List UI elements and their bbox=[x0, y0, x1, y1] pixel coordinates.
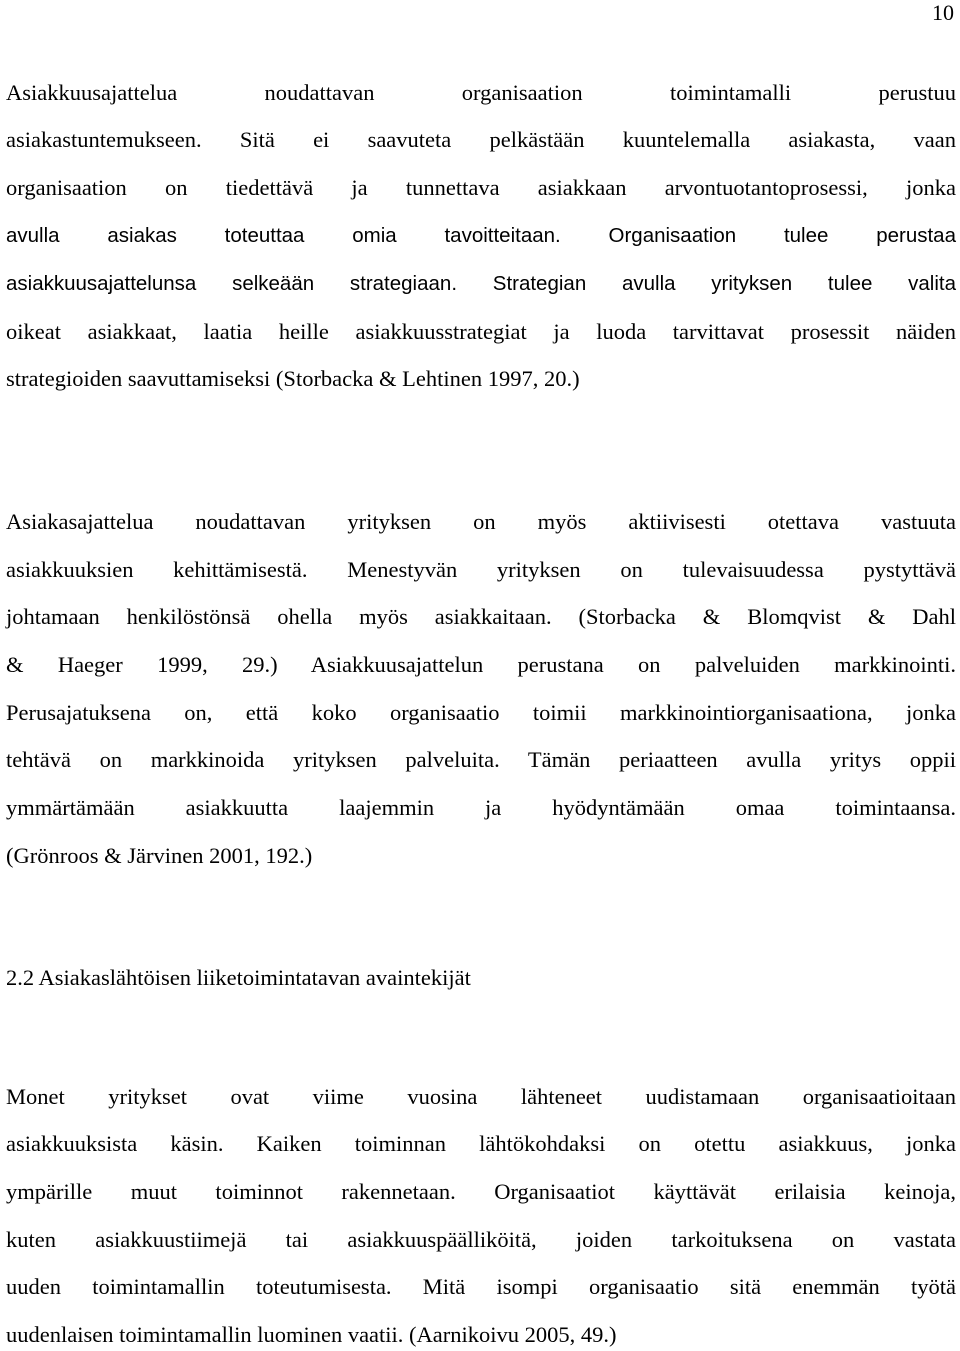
section-heading: 2.2 Asiakaslähtöisen liiketoimintatavan avaintekijät bbox=[6, 965, 471, 990]
paragraph-line: (Grönroos & Järvinen 2001, 192.) bbox=[6, 843, 313, 868]
paragraph-line: Asiakkuusajattelua noudattavan organisaation toimintamalli perustuu bbox=[6, 80, 956, 105]
page-number: 10 bbox=[932, 0, 954, 25]
paragraph-line: ympärille muut toiminnot rakennetaan. Organisaatiot käyttävät erilaisia keinoja, bbox=[6, 1179, 956, 1204]
paragraph-line: asiakkuuksista käsin. Kaiken toiminnan lähtökohdaksi on otettu asiakkuus, jonka bbox=[6, 1131, 956, 1156]
paragraph-line: avulla asiakas toteuttaa omia tavoitteitaan. Organisaation tulee perustaa bbox=[6, 224, 956, 247]
paragraph-line: ymmärtämään asiakkuutta laajemmin ja hyödyntämään omaa toimintaansa. bbox=[6, 795, 956, 820]
paragraph-line: strategioiden saavuttamiseksi (Storbacka & Lehtinen 1997, 20.) bbox=[6, 366, 580, 391]
paragraph-line: tehtävä on markkinoida yrityksen palveluita. Tämän periaatteen avulla yritys oppii bbox=[6, 747, 956, 772]
paragraph-line: asiakkuuksien kehittämisestä. Menestyvän yrityksen on tulevaisuudessa pystyttävä bbox=[6, 557, 956, 582]
paragraph-line: Perusajatuksena on, että koko organisaatio toimii markkinointiorganisaationa, jonka bbox=[6, 700, 956, 725]
paragraph-line: Monet yritykset ovat viime vuosina lähteneet uudistamaan organisaatioitaan bbox=[6, 1084, 956, 1109]
paragraph-line: oikeat asiakkaat, laatia heille asiakkuusstrategiat ja luoda tarvittavat prosessit näiden bbox=[6, 319, 956, 344]
paragraph-line: asiakastuntemukseen. Sitä ei saavuteta pelkästään kuuntelemalla asiakasta, vaan bbox=[6, 127, 956, 152]
paragraph-line: Asiakasajattelua noudattavan yrityksen on myös aktiivisesti otettava vastuuta bbox=[6, 509, 956, 534]
paragraph-line: kuten asiakkuustiimejä tai asiakkuuspäälliköitä, joiden tarkoituksena on vastata bbox=[6, 1227, 956, 1252]
paragraph-line: asiakkuusajattelunsa selkeään strategiaan. Strategian avulla yrityksen tulee valita bbox=[6, 272, 956, 295]
paragraph-line: & Haeger 1999, 29.) Asiakkuusajattelun perustana on palveluiden markkinointi. bbox=[6, 652, 956, 677]
paragraph-line: organisaation on tiedettävä ja tunnettava asiakkaan arvontuotantoprosessi, jonka bbox=[6, 175, 956, 200]
paragraph-line: uuden toimintamallin toteutumisesta. Mitä isompi organisaatio sitä enemmän työtä bbox=[6, 1274, 956, 1299]
paragraph-line: johtamaan henkilöstönsä ohella myös asiakkaitaan. (Storbacka & Blomqvist & Dahl bbox=[6, 604, 956, 629]
paragraph-line: uudenlaisen toimintamallin luominen vaatii. (Aarnikoivu 2005, 49.) bbox=[6, 1322, 617, 1347]
